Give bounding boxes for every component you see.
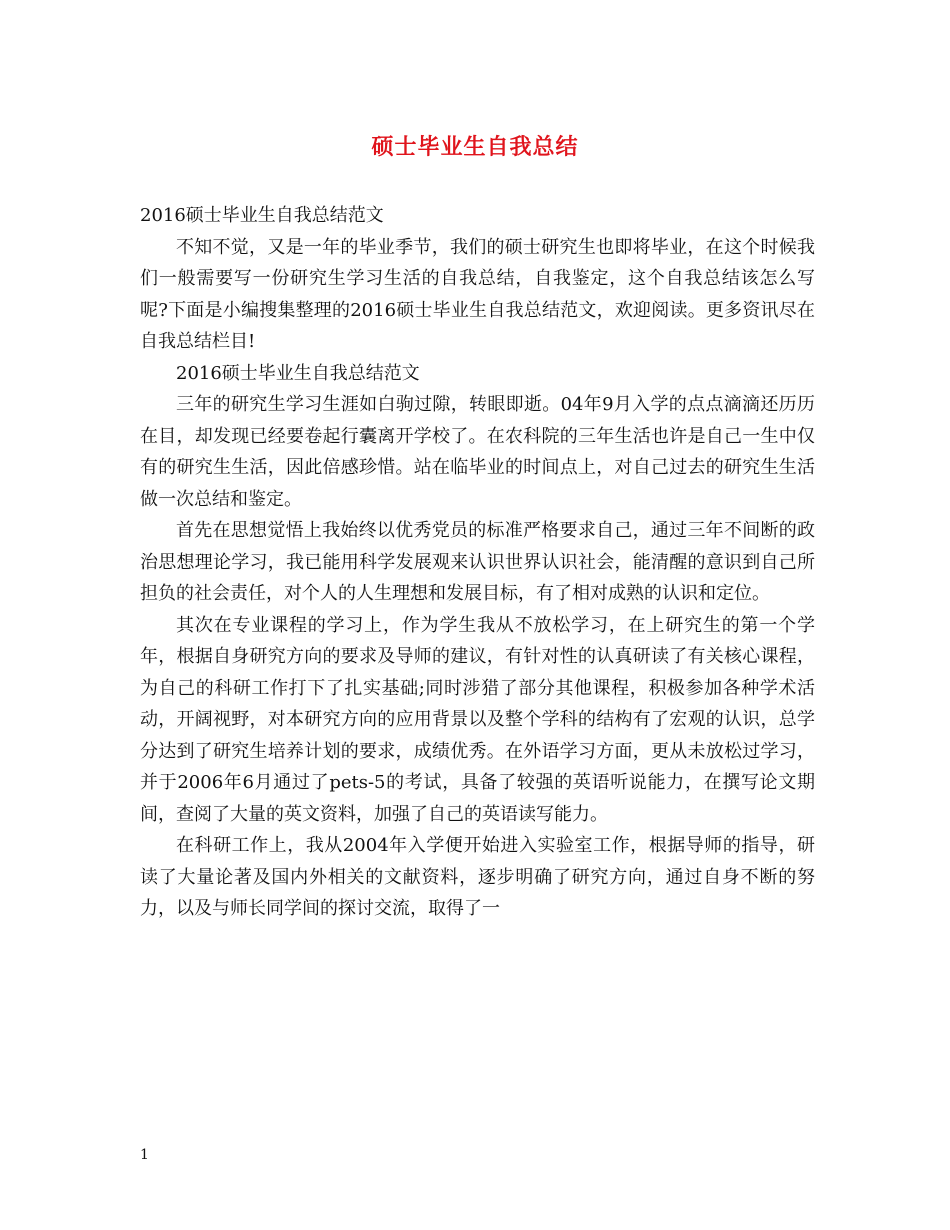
document-title: 硕士毕业生自我总结 — [371, 134, 579, 160]
body-paragraph: 在科研工作上，我从2004年入学便开始进入实验室工作，根据导师的指导，研读了大量论著及国内外相关的文献资料，逐步明确了研究方向，通过自身不断的努力，以及与师长同学间的探讨交流，取得了一 — [140, 835, 815, 919]
page-number: 1 — [140, 1147, 149, 1163]
section-heading-paragraph: 2016硕士毕业生自我总结范文 — [176, 362, 420, 384]
subtitle-paragraph: 2016硕士毕业生自我总结范文 — [140, 205, 384, 226]
document-body — [140, 200, 815, 925]
body-paragraph: 不知不觉，又是一年的毕业季节，我们的硕士研究生也即将毕业，在这个时候我们一般需要写一份研究生学习生活的自我总结，自我鉴定，这个自我总结该怎么写呢?下面是小编搜集整理的2016硕士毕业生自我总结范文，欢迎阅读。更多资讯尽在自我总结栏目! — [140, 236, 815, 352]
body-paragraph: 其次在专业课程的学习上，作为学生我从不放松学习，在上研究生的第一个学年，根据自身研究方向的要求及导师的建议，有针对性的认真研读了有关核心课程，为自己的科研工作打下了扎实基础;同时涉猎了部分其他课程，积极参加各种学术活动，开阔视野，对本研究方向的应用背景以及整个学科的结构有了宏观的认识，总学分达到了研究生培养计划的要求，成绩优秀。在外语学习方面，更从未放松过学习，并于2006年6月通过了pets-5的考试，具备了较强的英语听说能力，在撰写论文期间，查阅了大量的英文资料，加强了自己的英语读写能力。 — [140, 614, 815, 825]
body-paragraph: 三年的研究生学习生涯如白驹过隙，转眼即逝。04年9月入学的点点滴滴还历历在目，却发现已经要卷起行囊离开学校了。在农科院的三年生活也许是自己一生中仅有的研究生生活，因此倍感珍惜。站在临毕业的时间点上，对自己过去的研究生生活做一次总结和鉴定。 — [140, 394, 815, 510]
body-paragraph: 首先在思想觉悟上我始终以优秀党员的标准严格要求自己，通过三年不间断的政治思想理论学习，我已能用科学发展观来认识世界认识社会，能清醒的意识到自己所担负的社会责任，对个人的人生理想和发展目标，有了相对成熟的认识和定位。 — [140, 520, 815, 604]
